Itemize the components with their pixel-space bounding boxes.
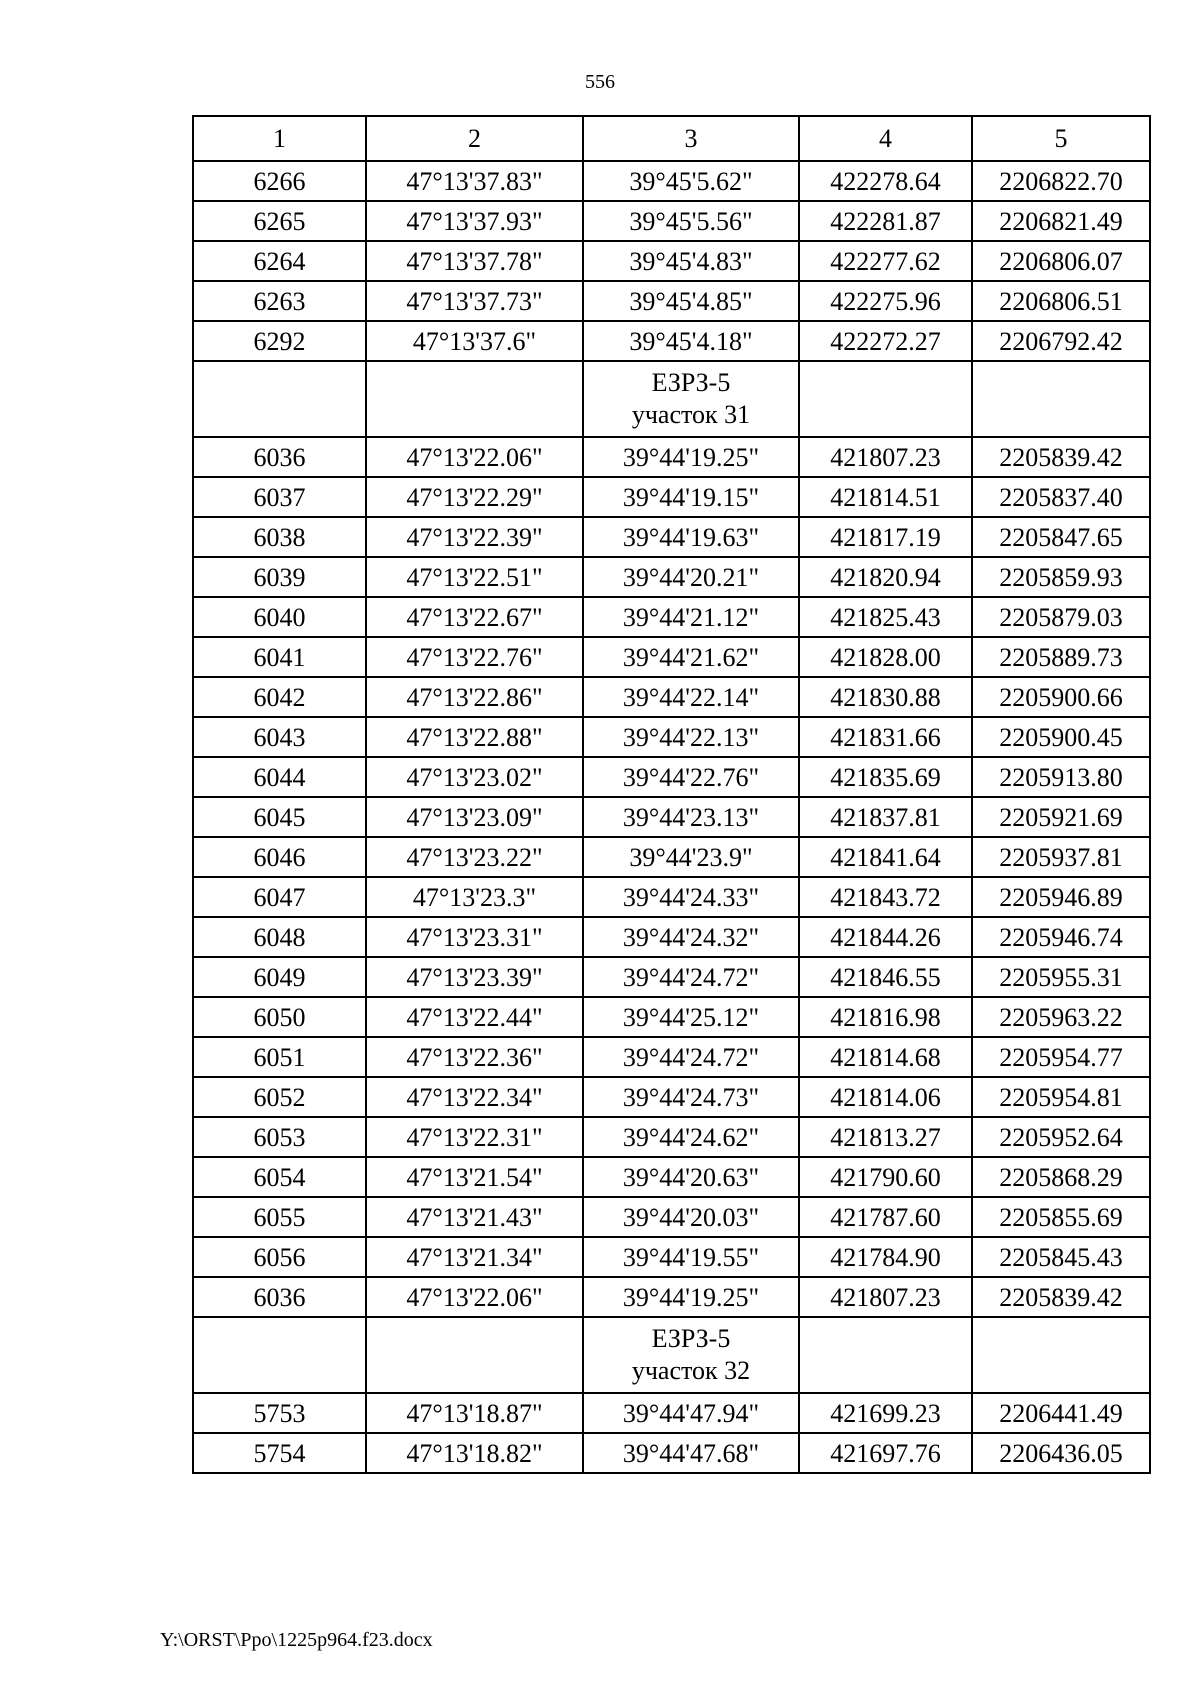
latitude-cell: 47°13'18.82"	[366, 1433, 583, 1473]
latitude-cell: 47°13'23.22"	[366, 837, 583, 877]
point-number-cell: 6036	[193, 1277, 366, 1317]
x-coordinate-cell: 421844.26	[799, 917, 972, 957]
table-row	[193, 877, 1150, 917]
y-coordinate-cell: 2205845.43	[972, 1237, 1150, 1277]
latitude-cell: 47°13'22.31"	[366, 1117, 583, 1157]
longitude-cell: 39°44'24.72"	[583, 1037, 799, 1077]
table-row	[193, 1037, 1150, 1077]
x-coordinate-cell: 421835.69	[799, 757, 972, 797]
empty-cell	[193, 361, 366, 437]
x-coordinate-cell: 421813.27	[799, 1117, 972, 1157]
y-coordinate-cell: 2205937.81	[972, 837, 1150, 877]
longitude-cell: 39°44'19.25"	[583, 437, 799, 477]
longitude-cell: 39°44'22.14"	[583, 677, 799, 717]
section-parcel-label: участок 32	[631, 1356, 751, 1385]
y-coordinate-cell: 2205900.66	[972, 677, 1150, 717]
y-coordinate-cell: 2205955.31	[972, 957, 1150, 997]
table-row	[193, 201, 1150, 241]
point-number-cell: 6036	[193, 437, 366, 477]
section-header-row	[193, 361, 1150, 437]
longitude-cell: 39°44'24.62"	[583, 1117, 799, 1157]
table-row	[193, 797, 1150, 837]
x-coordinate-cell: 422281.87	[799, 201, 972, 241]
header-cell-point: 1	[193, 116, 366, 161]
x-coordinate-cell: 421828.00	[799, 637, 972, 677]
latitude-cell: 47°13'23.39"	[366, 957, 583, 997]
longitude-cell: 39°44'25.12"	[583, 997, 799, 1037]
section-title-cell	[583, 361, 799, 437]
y-coordinate-cell: 2205879.03	[972, 597, 1150, 637]
x-coordinate-cell: 421807.23	[799, 1277, 972, 1317]
longitude-cell: 39°44'21.62"	[583, 637, 799, 677]
point-number-cell: 5753	[193, 1393, 366, 1433]
x-coordinate-cell: 422272.27	[799, 321, 972, 361]
file-path-footer: Y:\ORST\Ppo\1225p964.f23.docx	[160, 1629, 433, 1651]
table-header-row	[193, 116, 1150, 161]
latitude-cell: 47°13'23.3"	[366, 877, 583, 917]
x-coordinate-cell: 421787.60	[799, 1197, 972, 1237]
x-coordinate-cell: 421814.51	[799, 477, 972, 517]
latitude-cell: 47°13'22.51"	[366, 557, 583, 597]
point-number-cell: 6054	[193, 1157, 366, 1197]
table-row	[193, 837, 1150, 877]
table-row	[193, 437, 1150, 477]
y-coordinate-cell: 2205946.89	[972, 877, 1150, 917]
point-number-cell: 6040	[193, 597, 366, 637]
table-row	[193, 477, 1150, 517]
longitude-cell: 39°44'20.63"	[583, 1157, 799, 1197]
table-row	[193, 677, 1150, 717]
point-number-cell: 6046	[193, 837, 366, 877]
latitude-cell: 47°13'23.09"	[366, 797, 583, 837]
longitude-cell: 39°44'23.13"	[583, 797, 799, 837]
point-number-cell: 6045	[193, 797, 366, 837]
point-number-cell: 6039	[193, 557, 366, 597]
y-coordinate-cell: 2205954.81	[972, 1077, 1150, 1117]
point-number-cell: 6292	[193, 321, 366, 361]
point-number-cell: 6037	[193, 477, 366, 517]
table-row	[193, 597, 1150, 637]
point-number-cell: 6052	[193, 1077, 366, 1117]
section-parcel-label: участок 31	[631, 400, 751, 429]
point-number-cell: 6265	[193, 201, 366, 241]
coordinates-table-body	[193, 116, 1150, 1473]
x-coordinate-cell: 421843.72	[799, 877, 972, 917]
latitude-cell: 47°13'21.34"	[366, 1237, 583, 1277]
x-coordinate-cell: 422275.96	[799, 281, 972, 321]
x-coordinate-cell: 421699.23	[799, 1393, 972, 1433]
y-coordinate-cell: 2205868.29	[972, 1157, 1150, 1197]
x-coordinate-cell: 421817.19	[799, 517, 972, 557]
x-coordinate-cell: 421841.64	[799, 837, 972, 877]
y-coordinate-cell: 2205954.77	[972, 1037, 1150, 1077]
point-number-cell: 6056	[193, 1237, 366, 1277]
x-coordinate-cell: 421807.23	[799, 437, 972, 477]
point-number-cell: 6264	[193, 241, 366, 281]
point-number-cell: 6263	[193, 281, 366, 321]
table-row	[193, 997, 1150, 1037]
x-coordinate-cell: 422278.64	[799, 161, 972, 201]
point-number-cell: 6050	[193, 997, 366, 1037]
longitude-cell: 39°44'19.25"	[583, 1277, 799, 1317]
x-coordinate-cell: 421814.06	[799, 1077, 972, 1117]
y-coordinate-cell: 2205839.42	[972, 437, 1150, 477]
empty-cell	[972, 361, 1150, 437]
y-coordinate-cell: 2205837.40	[972, 477, 1150, 517]
x-coordinate-cell: 421830.88	[799, 677, 972, 717]
table-row	[193, 557, 1150, 597]
latitude-cell: 47°13'18.87"	[366, 1393, 583, 1433]
x-coordinate-cell: 421814.68	[799, 1037, 972, 1077]
longitude-cell: 39°45'4.83"	[583, 241, 799, 281]
point-number-cell: 6041	[193, 637, 366, 677]
y-coordinate-cell: 2206806.51	[972, 281, 1150, 321]
x-coordinate-cell: 421837.81	[799, 797, 972, 837]
x-coordinate-cell: 421820.94	[799, 557, 972, 597]
longitude-cell: 39°44'21.12"	[583, 597, 799, 637]
latitude-cell: 47°13'21.54"	[366, 1157, 583, 1197]
longitude-cell: 39°44'19.15"	[583, 477, 799, 517]
point-number-cell: 6266	[193, 161, 366, 201]
table-row	[193, 1237, 1150, 1277]
empty-cell	[799, 1317, 972, 1393]
section-title-cell	[583, 1317, 799, 1393]
latitude-cell: 47°13'22.39"	[366, 517, 583, 557]
y-coordinate-cell: 2206441.49	[972, 1393, 1150, 1433]
section-zone-label: ЕЗРЗ-5	[651, 1324, 731, 1353]
longitude-cell: 39°45'5.62"	[583, 161, 799, 201]
x-coordinate-cell: 421790.60	[799, 1157, 972, 1197]
y-coordinate-cell: 2205855.69	[972, 1197, 1150, 1237]
y-coordinate-cell: 2205839.42	[972, 1277, 1150, 1317]
table-row	[193, 281, 1150, 321]
table-row	[193, 1157, 1150, 1197]
empty-cell	[799, 361, 972, 437]
point-number-cell: 6051	[193, 1037, 366, 1077]
table-row	[193, 1117, 1150, 1157]
x-coordinate-cell: 421846.55	[799, 957, 972, 997]
header-cell-y: 5	[972, 116, 1150, 161]
x-coordinate-cell: 421697.76	[799, 1433, 972, 1473]
header-cell-latitude: 2	[366, 116, 583, 161]
latitude-cell: 47°13'37.83"	[366, 161, 583, 201]
point-number-cell: 6049	[193, 957, 366, 997]
longitude-cell: 39°44'19.63"	[583, 517, 799, 557]
latitude-cell: 47°13'22.36"	[366, 1037, 583, 1077]
latitude-cell: 47°13'37.73"	[366, 281, 583, 321]
point-number-cell: 6043	[193, 717, 366, 757]
table-row	[193, 1393, 1150, 1433]
page-number: 556	[585, 71, 615, 93]
y-coordinate-cell: 2205859.93	[972, 557, 1150, 597]
longitude-cell: 39°44'24.72"	[583, 957, 799, 997]
y-coordinate-cell: 2206822.70	[972, 161, 1150, 201]
empty-cell	[366, 1317, 583, 1393]
point-number-cell: 6055	[193, 1197, 366, 1237]
latitude-cell: 47°13'37.78"	[366, 241, 583, 281]
table-row	[193, 917, 1150, 957]
latitude-cell: 47°13'37.93"	[366, 201, 583, 241]
latitude-cell: 47°13'22.67"	[366, 597, 583, 637]
table-row	[193, 637, 1150, 677]
empty-cell	[366, 361, 583, 437]
longitude-cell: 39°44'23.9"	[583, 837, 799, 877]
table-row	[193, 1277, 1150, 1317]
y-coordinate-cell: 2205952.64	[972, 1117, 1150, 1157]
point-number-cell: 6042	[193, 677, 366, 717]
longitude-cell: 39°44'20.03"	[583, 1197, 799, 1237]
header-cell-longitude: 3	[583, 116, 799, 161]
x-coordinate-cell: 421784.90	[799, 1237, 972, 1277]
longitude-cell: 39°44'19.55"	[583, 1237, 799, 1277]
y-coordinate-cell: 2205946.74	[972, 917, 1150, 957]
longitude-cell: 39°44'24.73"	[583, 1077, 799, 1117]
point-number-cell: 5754	[193, 1433, 366, 1473]
y-coordinate-cell: 2206436.05	[972, 1433, 1150, 1473]
y-coordinate-cell: 2206792.42	[972, 321, 1150, 361]
y-coordinate-cell: 2205921.69	[972, 797, 1150, 837]
y-coordinate-cell: 2206821.49	[972, 201, 1150, 241]
table-row	[193, 757, 1150, 797]
point-number-cell: 6048	[193, 917, 366, 957]
latitude-cell: 47°13'22.34"	[366, 1077, 583, 1117]
longitude-cell: 39°45'5.56"	[583, 201, 799, 241]
y-coordinate-cell: 2205963.22	[972, 997, 1150, 1037]
y-coordinate-cell: 2205889.73	[972, 637, 1150, 677]
x-coordinate-cell: 421816.98	[799, 997, 972, 1037]
empty-cell	[193, 1317, 366, 1393]
table-row	[193, 241, 1150, 281]
longitude-cell: 39°44'20.21"	[583, 557, 799, 597]
latitude-cell: 47°13'23.31"	[366, 917, 583, 957]
table-row	[193, 1077, 1150, 1117]
coordinates-table	[192, 115, 1151, 1474]
latitude-cell: 47°13'22.44"	[366, 997, 583, 1037]
table-row	[193, 1197, 1150, 1237]
longitude-cell: 39°44'47.94"	[583, 1393, 799, 1433]
section-header-row	[193, 1317, 1150, 1393]
latitude-cell: 47°13'21.43"	[366, 1197, 583, 1237]
y-coordinate-cell: 2206806.07	[972, 241, 1150, 281]
latitude-cell: 47°13'37.6"	[366, 321, 583, 361]
latitude-cell: 47°13'22.88"	[366, 717, 583, 757]
y-coordinate-cell: 2205913.80	[972, 757, 1150, 797]
x-coordinate-cell: 422277.62	[799, 241, 972, 281]
latitude-cell: 47°13'22.76"	[366, 637, 583, 677]
latitude-cell: 47°13'22.29"	[366, 477, 583, 517]
table-row	[193, 1433, 1150, 1473]
table-row	[193, 321, 1150, 361]
point-number-cell: 6047	[193, 877, 366, 917]
point-number-cell: 6044	[193, 757, 366, 797]
table-row	[193, 717, 1150, 757]
latitude-cell: 47°13'22.06"	[366, 437, 583, 477]
longitude-cell: 39°44'47.68"	[583, 1433, 799, 1473]
header-cell-x: 4	[799, 116, 972, 161]
latitude-cell: 47°13'23.02"	[366, 757, 583, 797]
x-coordinate-cell: 421825.43	[799, 597, 972, 637]
longitude-cell: 39°44'22.13"	[583, 717, 799, 757]
table-row	[193, 517, 1150, 557]
point-number-cell: 6038	[193, 517, 366, 557]
latitude-cell: 47°13'22.06"	[366, 1277, 583, 1317]
latitude-cell: 47°13'22.86"	[366, 677, 583, 717]
longitude-cell: 39°45'4.85"	[583, 281, 799, 321]
table-row	[193, 957, 1150, 997]
table-row	[193, 161, 1150, 201]
y-coordinate-cell: 2205847.65	[972, 517, 1150, 557]
longitude-cell: 39°45'4.18"	[583, 321, 799, 361]
longitude-cell: 39°44'24.32"	[583, 917, 799, 957]
empty-cell	[972, 1317, 1150, 1393]
section-zone-label: ЕЗРЗ-5	[651, 368, 731, 397]
longitude-cell: 39°44'24.33"	[583, 877, 799, 917]
point-number-cell: 6053	[193, 1117, 366, 1157]
longitude-cell: 39°44'22.76"	[583, 757, 799, 797]
y-coordinate-cell: 2205900.45	[972, 717, 1150, 757]
x-coordinate-cell: 421831.66	[799, 717, 972, 757]
